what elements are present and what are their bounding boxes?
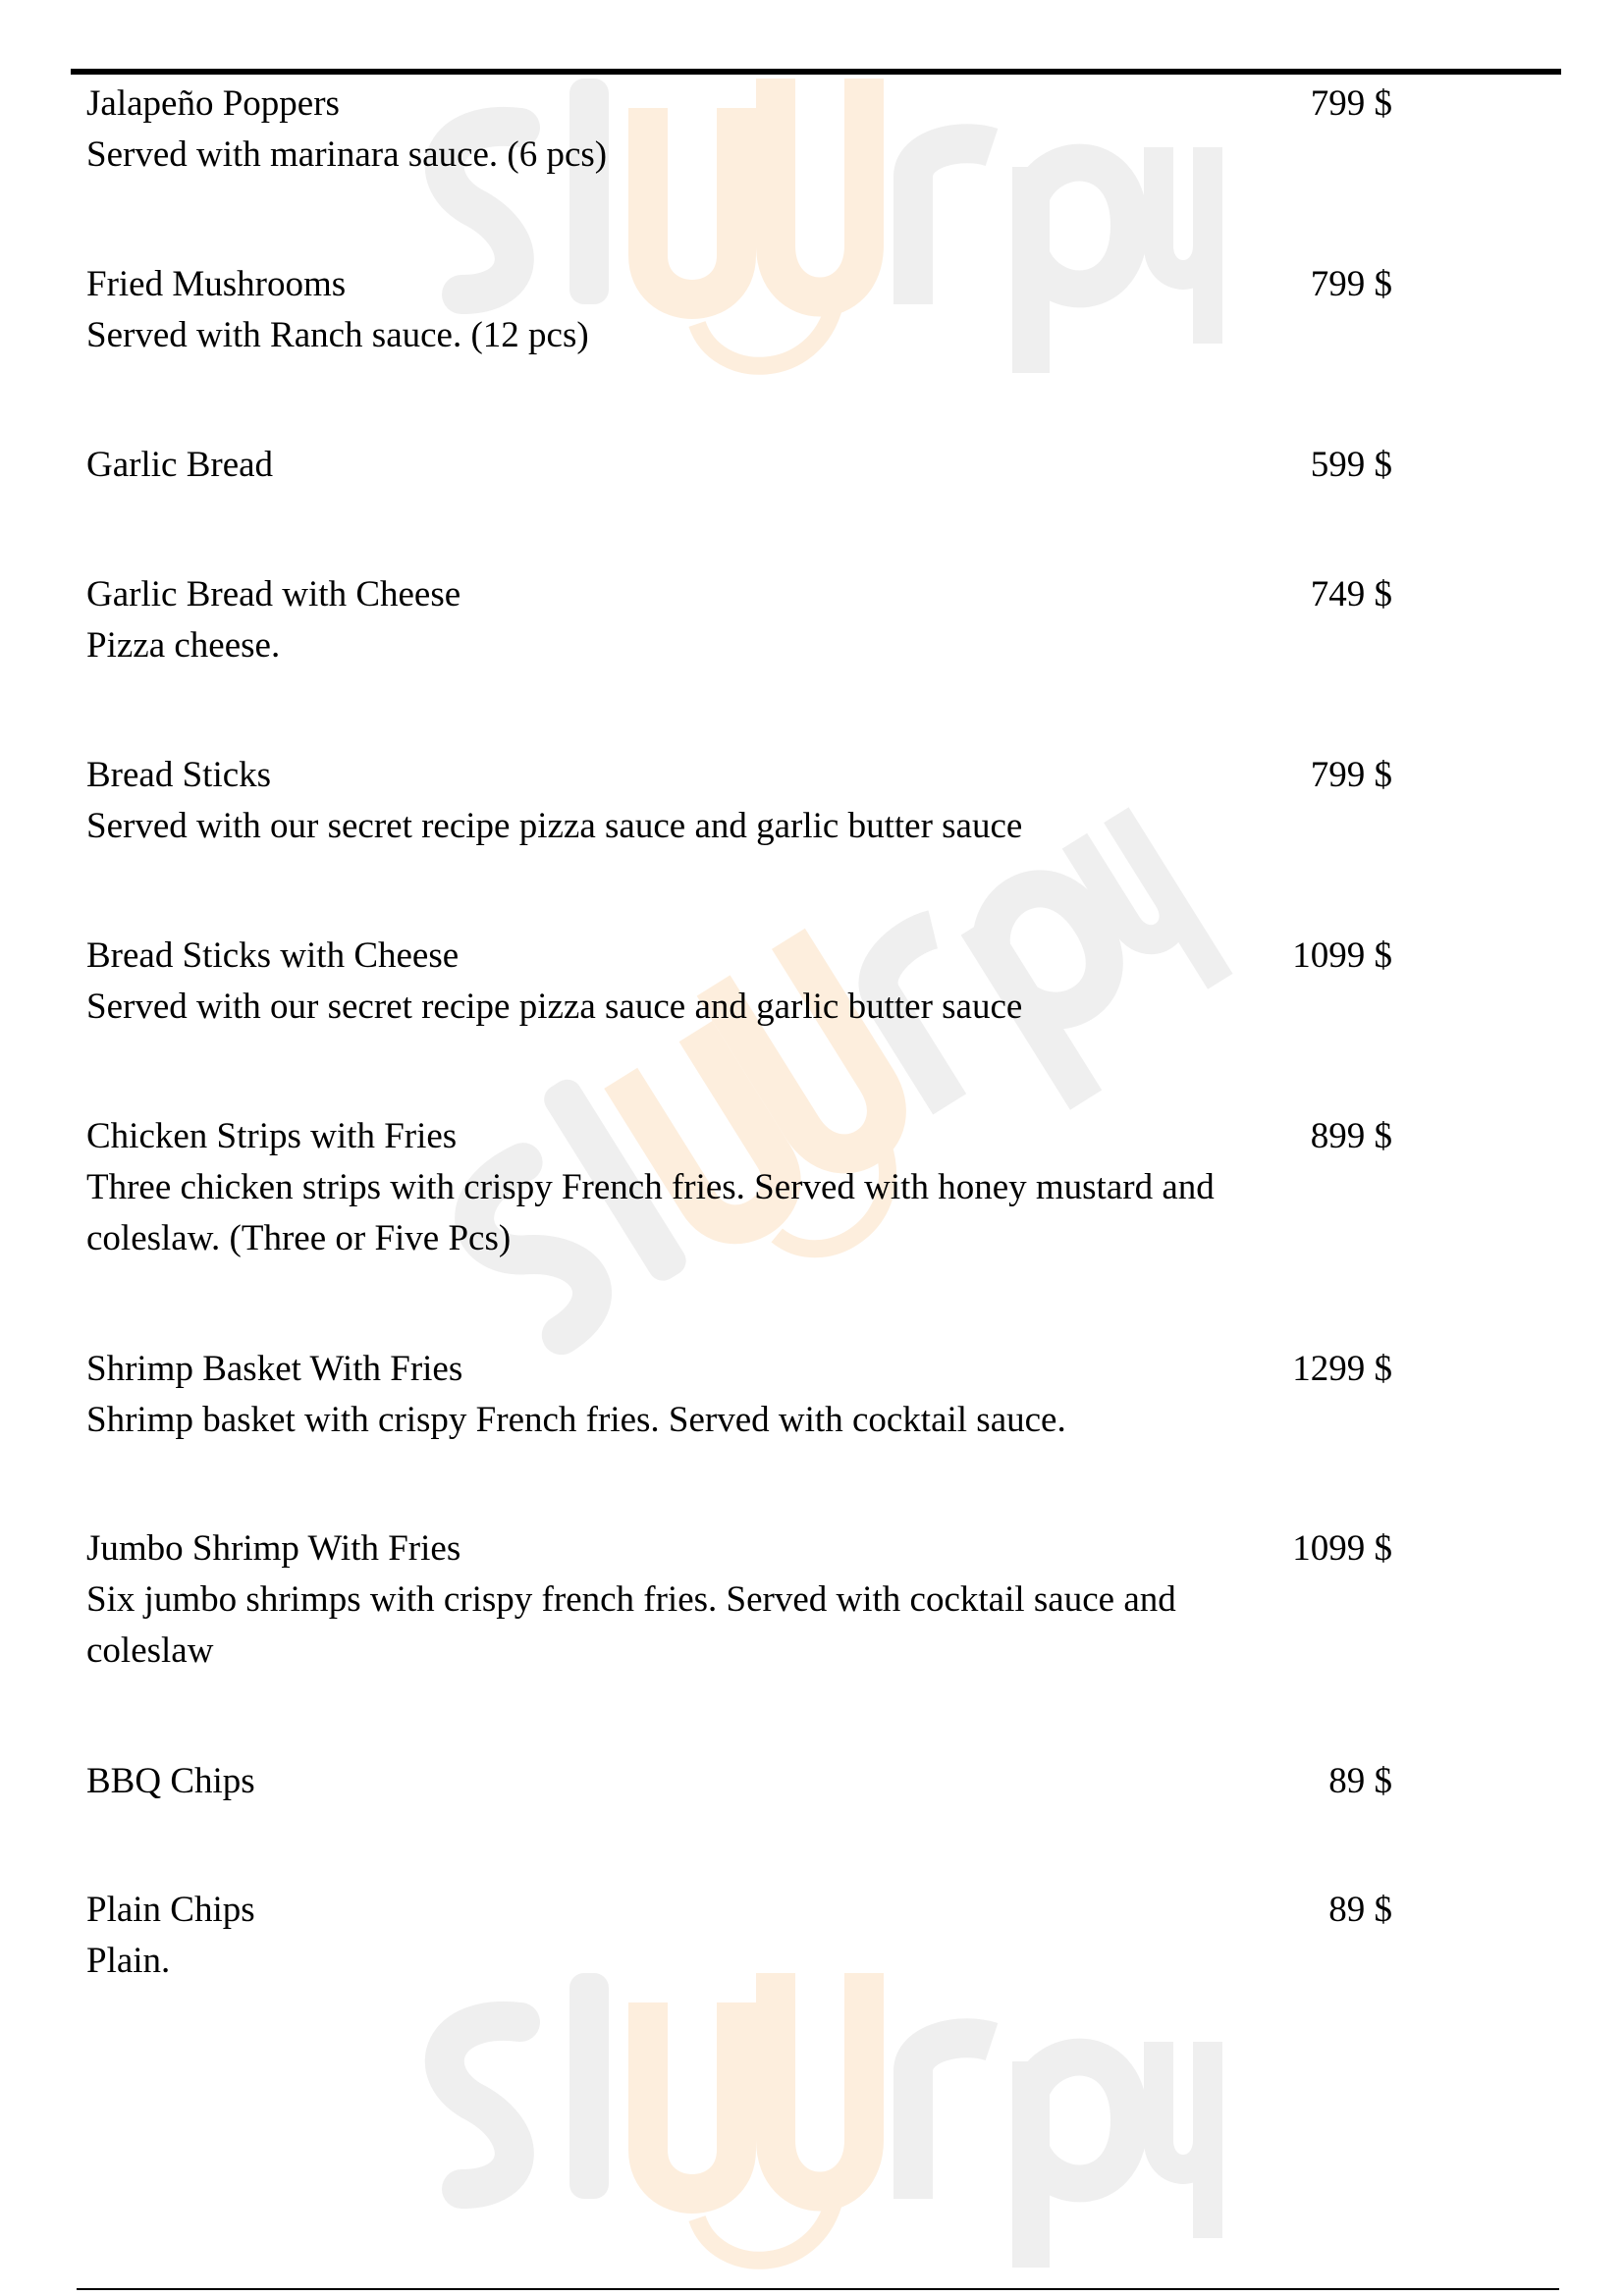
menu-item bbox=[86, 1344, 1392, 1446]
item-price: 749 $ bbox=[1310, 574, 1392, 614]
item-price: 1299 $ bbox=[1292, 1349, 1392, 1389]
item-price: 799 $ bbox=[1310, 264, 1392, 304]
item-price: 599 $ bbox=[1310, 445, 1392, 485]
item-name: Fried Mushrooms bbox=[86, 264, 347, 304]
item-description: Plain. bbox=[86, 1941, 171, 1981]
menu-item bbox=[86, 79, 1392, 181]
menu-item bbox=[86, 259, 1392, 361]
slurpy-logo-icon bbox=[445, 1973, 1208, 2268]
item-price: 1099 $ bbox=[1292, 935, 1392, 976]
item-name: Bread Sticks with Cheese bbox=[86, 935, 460, 976]
top-divider bbox=[71, 69, 1561, 75]
item-name: Shrimp Basket With Fries bbox=[86, 1349, 463, 1389]
menu-item bbox=[86, 931, 1392, 1033]
item-name: Plain Chips bbox=[86, 1890, 255, 1930]
item-name: BBQ Chips bbox=[86, 1761, 255, 1801]
bottom-divider bbox=[77, 2288, 1559, 2290]
item-name: Chicken Strips with Fries bbox=[86, 1116, 458, 1156]
slurpy-watermark-bottom bbox=[403, 1953, 1227, 2287]
item-description: Served with Ranch sauce. (12 pcs) bbox=[86, 315, 589, 355]
menu-item bbox=[86, 1523, 1392, 1677]
item-name: Jalapeño Poppers bbox=[86, 83, 340, 124]
item-price: 89 $ bbox=[1328, 1761, 1392, 1801]
item-price: 799 $ bbox=[1310, 755, 1392, 795]
menu-item bbox=[86, 750, 1392, 852]
item-name: Garlic Bread bbox=[86, 445, 274, 485]
menu-item bbox=[86, 440, 1392, 491]
item-description: Six jumbo shrimps with crispy french fries. Served with cocktail sauce and coleslaw bbox=[86, 1579, 1176, 1671]
item-price: 899 $ bbox=[1310, 1116, 1392, 1156]
item-description: Served with our secret recipe pizza sauce and garlic butter sauce bbox=[86, 806, 1023, 846]
item-name: Jumbo Shrimp With Fries bbox=[86, 1528, 461, 1569]
item-description: Served with marinara sauce. (6 pcs) bbox=[86, 134, 608, 175]
slurpy-logo-icon bbox=[433, 757, 1236, 1411]
item-name: Bread Sticks bbox=[86, 755, 272, 795]
item-description: Three chicken strips with crispy French fries. Served with honey mustard and coleslaw. (Three or Five Pcs) bbox=[86, 1167, 1215, 1258]
menu-item bbox=[86, 1756, 1392, 1807]
menu-item bbox=[86, 569, 1392, 671]
item-name: Garlic Bread with Cheese bbox=[86, 574, 461, 614]
menu-item bbox=[86, 1885, 1392, 1987]
item-description: Shrimp basket with crispy French fries. Served with cocktail sauce. bbox=[86, 1400, 1066, 1440]
item-description: Pizza cheese. bbox=[86, 625, 281, 666]
item-price: 1099 $ bbox=[1292, 1528, 1392, 1569]
item-description: Served with our secret recipe pizza sauce and garlic butter sauce bbox=[86, 987, 1023, 1027]
item-price: 799 $ bbox=[1310, 83, 1392, 124]
item-price: 89 $ bbox=[1328, 1890, 1392, 1930]
menu-item bbox=[86, 1111, 1392, 1264]
